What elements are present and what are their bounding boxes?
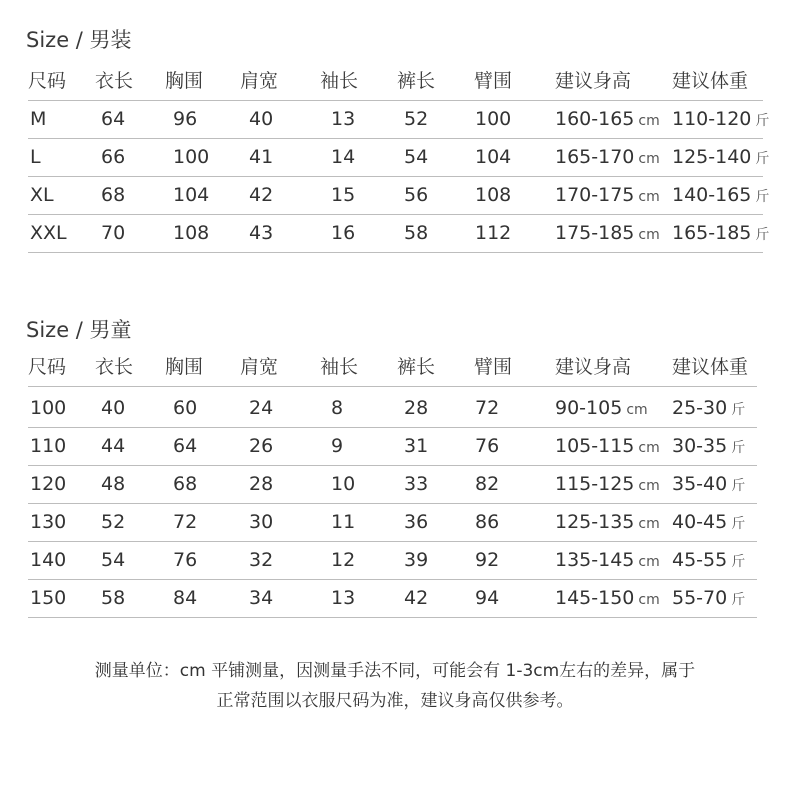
cell-shoulder <box>249 469 273 499</box>
cell-value: 68 <box>101 184 126 206</box>
cell-arm <box>475 507 499 537</box>
cell-pants-length <box>404 507 428 537</box>
cell-pants-length <box>404 583 428 613</box>
cell-size <box>30 142 41 172</box>
cell-length <box>101 142 125 172</box>
cell-shoulder <box>249 393 273 423</box>
cell-value: 108 <box>173 222 210 244</box>
cell-weight <box>672 545 745 575</box>
cell-value: 34 <box>249 587 274 609</box>
height-unit: cm <box>638 440 660 456</box>
cell-value: 33 <box>404 473 429 495</box>
cell-value: 55-70 <box>672 587 728 609</box>
cell-size <box>30 545 66 575</box>
cell-weight <box>672 218 769 248</box>
table-row <box>0 104 790 134</box>
cell-chest <box>173 218 209 248</box>
header-arm: 臂围 <box>474 356 513 378</box>
men-divider <box>28 138 763 139</box>
cell-value: 112 <box>475 222 512 244</box>
cell-value: 44 <box>101 435 126 457</box>
cell-chest <box>173 431 197 461</box>
cell-value: 165-170 <box>555 146 635 168</box>
cell-value: 13 <box>331 587 356 609</box>
weight-unit: 斤 <box>755 151 770 167</box>
table-row <box>0 545 790 575</box>
cell-value: 96 <box>173 108 198 130</box>
cell-arm <box>475 104 511 134</box>
cell-size <box>30 431 66 461</box>
cell-shoulder <box>249 104 273 134</box>
weight-unit: 斤 <box>731 402 746 418</box>
cell-value: 14 <box>331 146 356 168</box>
cell-pants-length <box>404 393 428 423</box>
cell-size <box>30 218 67 248</box>
cell-value: 28 <box>404 397 429 419</box>
men-divider <box>28 252 763 253</box>
weight-unit: 斤 <box>755 189 770 205</box>
cell-arm <box>475 469 499 499</box>
measurement-note-line-1: 测量单位：cm 平铺测量，因测量手法不同，可能会有 1-3cm左右的差异，属于 <box>94 661 696 681</box>
cell-sleeve <box>331 180 355 210</box>
men-size-title: Size / 男装 <box>26 28 132 52</box>
cell-shoulder <box>249 583 273 613</box>
cell-value: 40-45 <box>672 511 728 533</box>
cell-pants-length <box>404 431 428 461</box>
cell-arm <box>475 393 499 423</box>
cell-size <box>30 180 54 210</box>
header-length: 衣长 <box>95 356 134 378</box>
men-divider <box>28 214 763 215</box>
height-unit: cm <box>638 516 660 532</box>
header-arm: 臂围 <box>474 70 513 92</box>
height-unit: cm <box>638 151 660 167</box>
cell-sleeve <box>331 431 343 461</box>
weight-unit: 斤 <box>731 592 746 608</box>
cell-value: 110 <box>30 435 67 457</box>
table-row <box>0 142 790 172</box>
cell-size <box>30 393 66 423</box>
cell-length <box>101 104 125 134</box>
cell-value: XL <box>30 184 54 206</box>
weight-unit: 斤 <box>731 516 746 532</box>
cell-arm <box>475 142 511 172</box>
men-divider <box>28 100 763 101</box>
cell-value: 16 <box>331 222 356 244</box>
cell-value: 130 <box>30 511 67 533</box>
cell-value: 86 <box>475 511 500 533</box>
cell-shoulder <box>249 218 273 248</box>
cell-height <box>555 469 660 499</box>
cell-value: 104 <box>173 184 210 206</box>
cell-value: 72 <box>173 511 198 533</box>
cell-value: 54 <box>404 146 429 168</box>
cell-chest <box>173 507 197 537</box>
cell-value: 76 <box>475 435 500 457</box>
weight-unit: 斤 <box>755 113 770 129</box>
cell-value: 12 <box>331 549 356 571</box>
cell-chest <box>173 142 209 172</box>
measurement-note-line-2: 正常范围以衣服尺码为准，建议身高仅供参考。 <box>216 691 574 711</box>
header-pants-length: 裤长 <box>397 356 436 378</box>
cell-value: 72 <box>475 397 500 419</box>
men-divider <box>28 176 763 177</box>
cell-value: 54 <box>101 549 126 571</box>
cell-value: 42 <box>404 587 429 609</box>
cell-value: 26 <box>249 435 274 457</box>
cell-arm <box>475 431 499 461</box>
cell-value: 9 <box>331 435 344 457</box>
cell-value: 165-185 <box>672 222 752 244</box>
cell-chest <box>173 393 197 423</box>
cell-length <box>101 218 125 248</box>
cell-sleeve <box>331 142 355 172</box>
cell-value: 84 <box>173 587 198 609</box>
table-row <box>0 431 790 461</box>
cell-length <box>101 507 125 537</box>
cell-height <box>555 545 660 575</box>
cell-value: XXL <box>30 222 67 244</box>
cell-value: 32 <box>249 549 274 571</box>
cell-arm <box>475 583 499 613</box>
cell-value: 150 <box>30 587 67 609</box>
cell-height <box>555 104 660 134</box>
cell-value: 170-175 <box>555 184 635 206</box>
cell-value: 175-185 <box>555 222 635 244</box>
cell-value: 100 <box>173 146 210 168</box>
cell-value: 145-150 <box>555 587 635 609</box>
cell-value: 35-40 <box>672 473 728 495</box>
header-height: 建议身高 <box>555 356 632 378</box>
cell-arm <box>475 545 499 575</box>
height-unit: cm <box>638 592 660 608</box>
cell-value: 40 <box>249 108 274 130</box>
kids-divider <box>28 427 757 428</box>
cell-size <box>30 583 66 613</box>
cell-value: 110-120 <box>672 108 752 130</box>
header-sleeve: 袖长 <box>320 70 359 92</box>
header-length: 衣长 <box>95 70 134 92</box>
cell-chest <box>173 469 197 499</box>
cell-value: 125-140 <box>672 146 752 168</box>
cell-size <box>30 469 66 499</box>
cell-shoulder <box>249 142 273 172</box>
table-row <box>0 583 790 613</box>
cell-value: 140-165 <box>672 184 752 206</box>
cell-height <box>555 431 660 461</box>
height-unit: cm <box>638 113 660 129</box>
cell-value: 30-35 <box>672 435 728 457</box>
cell-sleeve <box>331 507 355 537</box>
cell-value: 24 <box>249 397 274 419</box>
cell-value: 64 <box>173 435 198 457</box>
cell-value: 70 <box>101 222 126 244</box>
cell-value: 108 <box>475 184 512 206</box>
cell-value: 43 <box>249 222 274 244</box>
cell-chest <box>173 180 209 210</box>
cell-weight <box>672 507 745 537</box>
cell-value: 52 <box>101 511 126 533</box>
cell-pants-length <box>404 218 428 248</box>
cell-shoulder <box>249 180 273 210</box>
header-sleeve: 袖长 <box>320 356 359 378</box>
cell-arm <box>475 218 511 248</box>
cell-pants-length <box>404 142 428 172</box>
kids-divider <box>28 617 757 618</box>
cell-value: 92 <box>475 549 500 571</box>
kids-divider <box>28 541 757 542</box>
cell-chest <box>173 545 197 575</box>
cell-value: 40 <box>101 397 126 419</box>
cell-pants-length <box>404 104 428 134</box>
cell-sleeve <box>331 393 343 423</box>
cell-sleeve <box>331 469 355 499</box>
cell-length <box>101 469 125 499</box>
cell-shoulder <box>249 431 273 461</box>
cell-weight <box>672 431 745 461</box>
weight-unit: 斤 <box>731 478 746 494</box>
cell-height <box>555 583 660 613</box>
cell-length <box>101 583 125 613</box>
cell-value: 125-135 <box>555 511 635 533</box>
cell-shoulder <box>249 507 273 537</box>
cell-value: 104 <box>475 146 512 168</box>
cell-length <box>101 393 125 423</box>
cell-height <box>555 393 648 423</box>
cell-value: 10 <box>331 473 356 495</box>
cell-height <box>555 507 660 537</box>
cell-value: 13 <box>331 108 356 130</box>
height-unit: cm <box>638 478 660 494</box>
cell-sleeve <box>331 545 355 575</box>
table-row <box>0 507 790 537</box>
cell-weight <box>672 142 769 172</box>
cell-value: 39 <box>404 549 429 571</box>
cell-value: 100 <box>30 397 67 419</box>
height-unit: cm <box>638 554 660 570</box>
cell-size <box>30 104 46 134</box>
cell-sleeve <box>331 104 355 134</box>
cell-value: 58 <box>404 222 429 244</box>
weight-unit: 斤 <box>755 227 770 243</box>
kids-divider <box>28 465 757 466</box>
cell-shoulder <box>249 545 273 575</box>
cell-height <box>555 180 660 210</box>
cell-chest <box>173 104 197 134</box>
kids-divider <box>28 386 757 387</box>
cell-value: 58 <box>101 587 126 609</box>
cell-pants-length <box>404 180 428 210</box>
table-row <box>0 393 790 423</box>
kids-header-row <box>0 352 790 382</box>
cell-value: 15 <box>331 184 356 206</box>
height-unit: cm <box>626 402 648 418</box>
cell-value: L <box>30 146 41 168</box>
cell-value: 52 <box>404 108 429 130</box>
header-shoulder: 肩宽 <box>240 356 279 378</box>
header-chest: 胸围 <box>165 70 204 92</box>
height-unit: cm <box>638 189 660 205</box>
cell-value: 135-145 <box>555 549 635 571</box>
cell-value: M <box>30 108 47 130</box>
cell-weight <box>672 104 769 134</box>
header-weight: 建议体重 <box>672 356 749 378</box>
cell-weight <box>672 180 769 210</box>
height-unit: cm <box>638 227 660 243</box>
cell-length <box>101 180 125 210</box>
cell-value: 11 <box>331 511 356 533</box>
cell-chest <box>173 583 197 613</box>
cell-value: 60 <box>173 397 198 419</box>
cell-sleeve <box>331 218 355 248</box>
cell-value: 68 <box>173 473 198 495</box>
header-chest: 胸围 <box>165 356 204 378</box>
kids-size-title: Size / 男童 <box>26 318 132 342</box>
cell-value: 36 <box>404 511 429 533</box>
cell-length <box>101 431 125 461</box>
header-pants-length: 裤长 <box>397 70 436 92</box>
cell-pants-length <box>404 545 428 575</box>
cell-value: 8 <box>331 397 344 419</box>
men-header-row <box>0 66 790 96</box>
table-row <box>0 218 790 248</box>
weight-unit: 斤 <box>731 554 746 570</box>
header-size: 尺码 <box>28 70 67 92</box>
cell-value: 42 <box>249 184 274 206</box>
cell-size <box>30 507 66 537</box>
cell-value: 30 <box>249 511 274 533</box>
header-shoulder: 肩宽 <box>240 70 279 92</box>
cell-value: 31 <box>404 435 429 457</box>
cell-height <box>555 218 660 248</box>
cell-value: 94 <box>475 587 500 609</box>
cell-value: 82 <box>475 473 500 495</box>
cell-value: 100 <box>475 108 512 130</box>
cell-weight <box>672 393 745 423</box>
cell-sleeve <box>331 583 355 613</box>
weight-unit: 斤 <box>731 440 746 456</box>
cell-arm <box>475 180 511 210</box>
cell-value: 56 <box>404 184 429 206</box>
header-height: 建议身高 <box>555 70 632 92</box>
cell-value: 66 <box>101 146 126 168</box>
table-row <box>0 469 790 499</box>
cell-value: 48 <box>101 473 126 495</box>
cell-value: 41 <box>249 146 274 168</box>
header-weight: 建议体重 <box>672 70 749 92</box>
kids-divider <box>28 579 757 580</box>
header-size: 尺码 <box>28 356 67 378</box>
cell-value: 25-30 <box>672 397 728 419</box>
cell-weight <box>672 583 745 613</box>
cell-weight <box>672 469 745 499</box>
cell-pants-length <box>404 469 428 499</box>
cell-value: 115-125 <box>555 473 635 495</box>
cell-value: 105-115 <box>555 435 635 457</box>
cell-length <box>101 545 125 575</box>
cell-value: 45-55 <box>672 549 728 571</box>
cell-value: 64 <box>101 108 126 130</box>
kids-divider <box>28 503 757 504</box>
cell-height <box>555 142 660 172</box>
cell-value: 140 <box>30 549 67 571</box>
cell-value: 28 <box>249 473 274 495</box>
cell-value: 160-165 <box>555 108 635 130</box>
cell-value: 90-105 <box>555 397 623 419</box>
cell-value: 120 <box>30 473 67 495</box>
table-row <box>0 180 790 210</box>
cell-value: 76 <box>173 549 198 571</box>
